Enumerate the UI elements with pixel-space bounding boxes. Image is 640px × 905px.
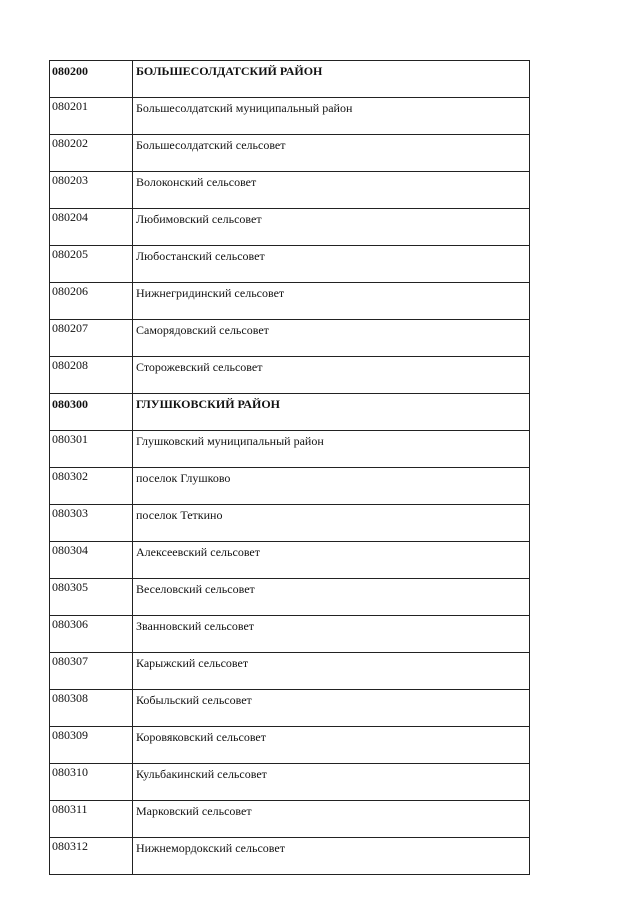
name-cell: поселок Теткино [133,505,530,542]
name-cell: Кульбакинский сельсовет [133,764,530,801]
code-cell: 080311 [50,801,133,838]
table-body [50,61,530,875]
code-cell: 080204 [50,209,133,246]
code-cell: 080202 [50,135,133,172]
table-row [50,172,530,209]
name-cell: Волоконский сельсовет [133,172,530,209]
name-cell: Алексеевский сельсовет [133,542,530,579]
table-row [50,283,530,320]
code-cell: 080312 [50,838,133,875]
table-row [50,98,530,135]
code-cell: 080308 [50,690,133,727]
name-cell: поселок Глушково [133,468,530,505]
name-cell: Сторожевский сельсовет [133,357,530,394]
name-cell: Марковский сельсовет [133,801,530,838]
code-cell: 080309 [50,727,133,764]
name-cell: Саморядовский сельсовет [133,320,530,357]
name-cell: Нижнемордокский сельсовет [133,838,530,875]
code-cell: 080307 [50,653,133,690]
name-cell: Кобыльский сельсовет [133,690,530,727]
name-cell: БОЛЬШЕСОЛДАТСКИЙ РАЙОН [133,61,530,98]
name-cell: ГЛУШКОВСКИЙ РАЙОН [133,394,530,431]
table-row [50,357,530,394]
code-cell: 080201 [50,98,133,135]
code-cell: 080205 [50,246,133,283]
table-row [50,431,530,468]
code-cell: 080206 [50,283,133,320]
table-row [50,579,530,616]
code-cell: 080301 [50,431,133,468]
territory-code-table [49,60,530,875]
section-row [50,61,530,98]
name-cell: Коровяковский сельсовет [133,727,530,764]
code-cell: 080203 [50,172,133,209]
table-row [50,209,530,246]
name-cell: Званновский сельсовет [133,616,530,653]
name-cell: Большесолдатский муниципальный район [133,98,530,135]
name-cell: Веселовский сельсовет [133,579,530,616]
table-row [50,320,530,357]
name-cell: Любостанский сельсовет [133,246,530,283]
code-cell: 080310 [50,764,133,801]
table-row [50,542,530,579]
table-row [50,801,530,838]
table-row [50,468,530,505]
name-cell: Любимовский сельсовет [133,209,530,246]
section-row [50,394,530,431]
code-cell: 080300 [50,394,133,431]
code-cell: 080305 [50,579,133,616]
code-cell: 080302 [50,468,133,505]
table-row [50,727,530,764]
name-cell: Карыжский сельсовет [133,653,530,690]
table-row [50,838,530,875]
table-row [50,135,530,172]
code-cell: 080200 [50,61,133,98]
table-row [50,616,530,653]
code-cell: 080304 [50,542,133,579]
table-row [50,764,530,801]
name-cell: Большесолдатский сельсовет [133,135,530,172]
table-row [50,505,530,542]
table-row [50,690,530,727]
code-cell: 080208 [50,357,133,394]
code-cell: 080306 [50,616,133,653]
name-cell: Нижнегридинский сельсовет [133,283,530,320]
name-cell: Глушковский муниципальный район [133,431,530,468]
code-cell: 080207 [50,320,133,357]
table-row [50,653,530,690]
code-cell: 080303 [50,505,133,542]
table-row [50,246,530,283]
